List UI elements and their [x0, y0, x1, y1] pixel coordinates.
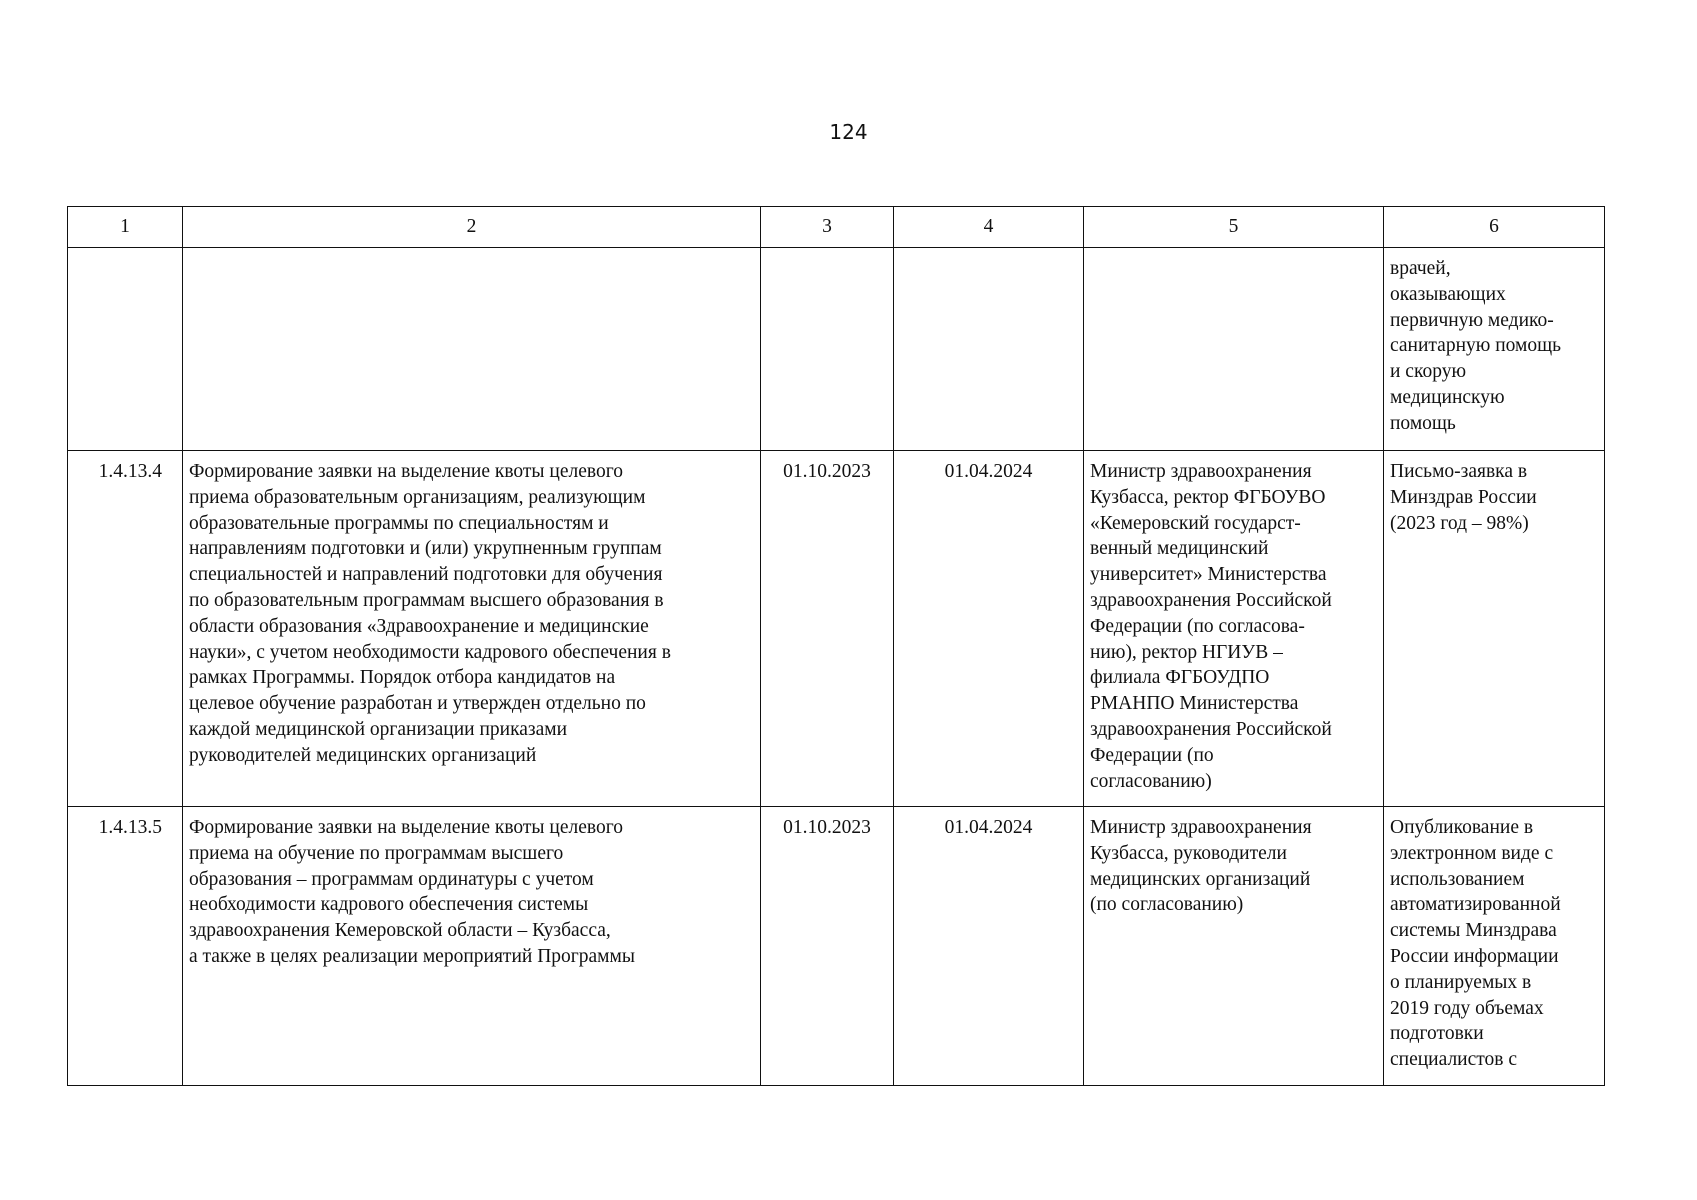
cell-item-number: 1.4.13.5 [68, 807, 183, 1086]
cell-start-date: 01.10.2023 [761, 451, 894, 807]
header-col-5: 5 [1084, 207, 1384, 248]
cell-empty [68, 248, 183, 451]
cell-end-date: 01.04.2024 [894, 807, 1084, 1086]
header-col-1: 1 [68, 207, 183, 248]
cell-empty [1084, 248, 1384, 451]
header-col-2: 2 [183, 207, 761, 248]
table-row [68, 807, 1605, 1086]
cell-description: Формирование заявки на выделение квоты целевого приема на обучение по программам высшего образования – программам ординатуры с учетом необходимости кадрового обеспечения системы здравоохранения Кемеровской области – Кузбасса, а также в целях реализации мероприятий Программы [183, 807, 761, 1086]
cell-item-number: 1.4.13.4 [68, 451, 183, 807]
table-row-continuation [68, 248, 1605, 451]
cell-end-date: 01.04.2024 [894, 451, 1084, 807]
plan-table [67, 206, 1605, 1086]
cell-result: Опубликование в электронном виде с использованием автоматизированной системы Минздрава России информации о планируемых в 2019 году объемах подготовки специалистов с [1384, 807, 1605, 1086]
header-col-4: 4 [894, 207, 1084, 248]
cell-description: Формирование заявки на выделение квоты целевого приема образовательным организациям, реализующим образовательные программы по специальностям и направлениям подготовки и (или) укрупненным группам специальностей и направлений подготовки для обучения по образовательным программам высшего образования в области образования «Здравоохранение и медицинские науки», с учетом необходимости кадрового обеспечения в рамках Программы. Порядок отбора кандидатов на целевое обучение разработан и утвержден отдельно по каждой медицинской организации приказами руководителей медицинских организаций [183, 451, 761, 807]
cell-result-continuation: врачей, оказывающих первичную медико- санитарную помощь и скорую медицинскую помощь [1384, 248, 1605, 451]
cell-responsible: Министр здравоохранения Кузбасса, руководители медицинских организаций (по согласованию) [1084, 807, 1384, 1086]
cell-responsible: Министр здравоохранения Кузбасса, ректор ФГБОУВО «Кемеровский государст- венный медицинский университет» Министерства здравоохранения Российской Федерации (по согласова- нию), ректор НГИУВ – филиала ФГБОУДПО РМАНПО Министерства здравоохранения Российской Федерации (по согласованию) [1084, 451, 1384, 807]
page-number: 124 [829, 120, 868, 144]
cell-empty [761, 248, 894, 451]
header-col-3: 3 [761, 207, 894, 248]
cell-result: Письмо-заявка в Минздрав России (2023 год – 98%) [1384, 451, 1605, 807]
header-col-6: 6 [1384, 207, 1605, 248]
cell-start-date: 01.10.2023 [761, 807, 894, 1086]
header-row [68, 207, 1605, 248]
table-row [68, 451, 1605, 807]
cell-empty [183, 248, 761, 451]
cell-empty [894, 248, 1084, 451]
